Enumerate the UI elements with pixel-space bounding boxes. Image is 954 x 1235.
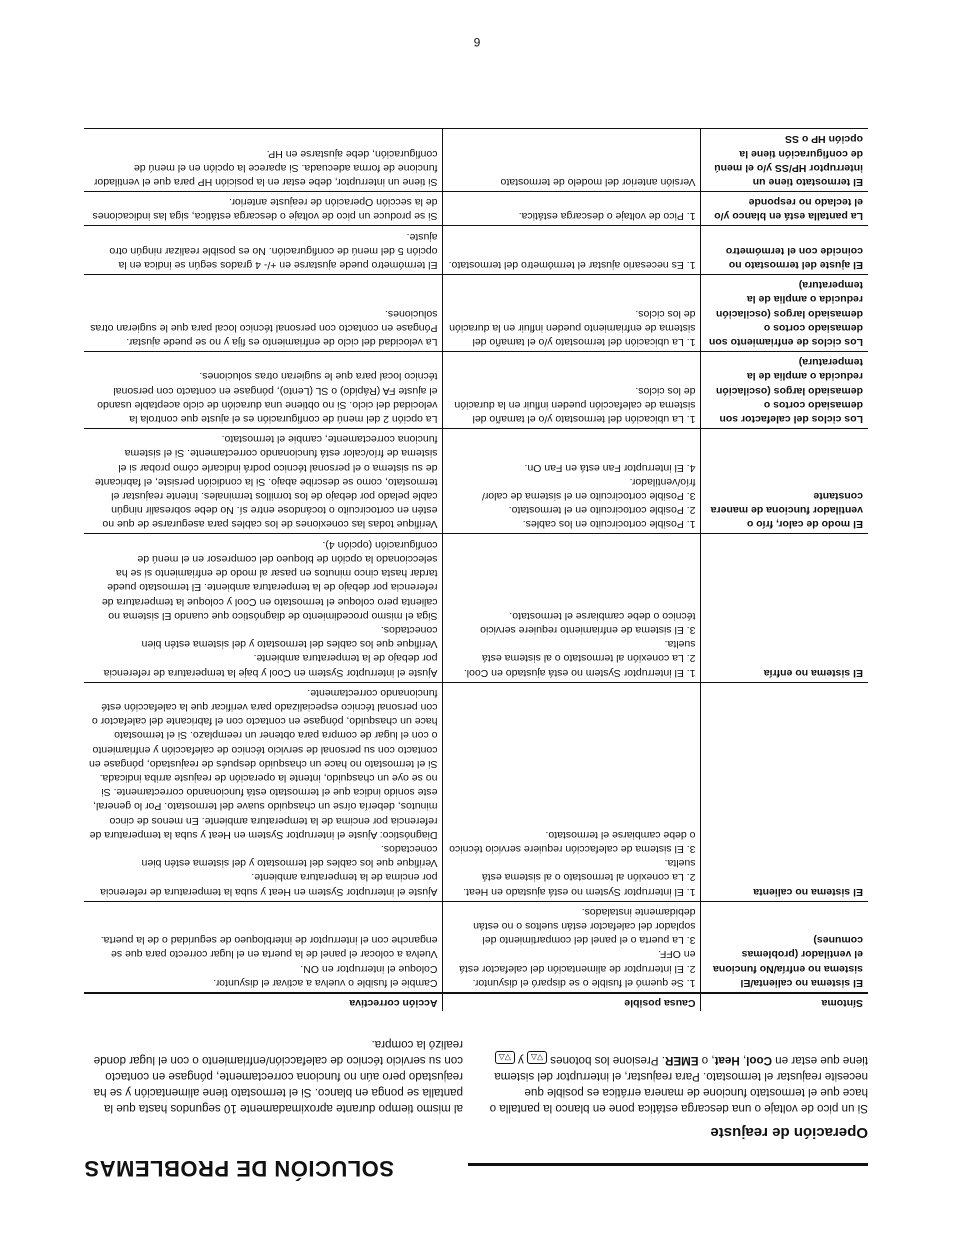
table-row	[84, 534, 868, 682]
action-cell	[84, 682, 443, 901]
table-row	[84, 192, 868, 226]
intro-text-b: ,	[739, 1054, 747, 1067]
cause-item: 1. La ubicación del termostato y/o el tamaño del sistema de enfriamiento pueden influir en la duración de los ciclos.	[449, 307, 696, 349]
action-text: Ajuste el interruptor System en Cool y baje la temperatura de referencia por debajo de la temperatura ambiente. Verifique que los cables del termostato y del sistema estén bien conectados. Siga el mismo procedimiento de diagnóstico que cuando El sistema no calienta pero coloque el termostato en Cool y coloque la temperatura de referencia por debajo de la temperatura ambiente. El termostato puede tardar hasta cinco minutos en pasar al modo de enfriamiento si se ha seleccionado la opción de bloqueo del compresor en el menú de configuración (opción 4).	[101, 538, 438, 679]
cause-cell	[443, 192, 701, 226]
action-cell	[84, 129, 443, 192]
cause-cell	[443, 129, 701, 192]
cause-item: 1. Pico de voltaje o descarga estática.	[518, 210, 696, 223]
table-row	[84, 429, 868, 534]
symptom-cell: Los ciclos de enfriamiento son demasiado cortos o demasiado largos (oscilación reducida o amplia de la temperatura)	[701, 275, 868, 352]
action-cell	[84, 534, 443, 682]
action-text: Ajuste el interruptor System en Heat y suba la temperatura de referencia por encima de la temperatura ambiente. Verifique que los cables del termostato y del sistema estén bien conectados. Diagnóstico: Ajuste el interruptor System en Heat y suba la temperatura de referencia por encima de la temperatura ambiente. En menos de cinco minutos, debería oírse un chasquido suave del termostato. Por lo general, este sonido indica que el termostato está funcionando correctamente. Si no se oye un chasquido, intente la operación de reajuste arriba indicada. Si el termostato no hace un chasquido después de reajustado, póngase en contacto con su personal de servicio técnico de calefacción y enfriamiento o con el lugar de compra para obtener un reemplazo. Si el termostato hace un chasquido, póngase en contacto con el fabricante del calefactor o con personal técnico especializado para verificar que la calefacción esté funcionando correctamente.	[89, 686, 438, 898]
table-row	[84, 901, 868, 993]
cause-item: 1. La ubicación del termostato y/o el tamaño del sistema de calefacción pueden influir en la duración de los ciclos.	[454, 384, 696, 426]
section-subtitle: Operación de reajuste	[710, 1124, 868, 1141]
table-row	[84, 682, 868, 901]
cause-item: 1. Es necesario ajustar el termómetro del termostato.	[448, 259, 696, 272]
table-header-row	[84, 993, 868, 1011]
action-text: Si tiene un interruptor, debe estar en la posición HP para que el ventilador funcione de forma adecuada. Si aparece la opción en el menú de configuración, debe ajustarse en HP.	[93, 147, 438, 189]
cause-item: 2. La conexión al termostato o al sistema está suelta.	[481, 638, 696, 665]
action-cell	[84, 275, 443, 352]
cause-cell	[443, 275, 701, 352]
cause-item: 2. Posible cortocircuito en el termostato.	[508, 504, 696, 517]
header-action: Acción correctiva	[84, 993, 443, 1011]
cause-item: 3. La puerta o el panel del compartimiento del soplador del calefactor están sueltos o no están debidamente instalados.	[473, 905, 696, 947]
down-up-button-icon: ▽△	[527, 1051, 547, 1064]
cause-item: Versión anterior del modelo de termostato	[500, 176, 696, 189]
cause-item: 3. El sistema de enfriamiento requiere servicio técnico o debe cambiarse el termostato.	[480, 609, 696, 636]
table-row	[84, 129, 868, 192]
cause-cell	[443, 901, 701, 993]
cause-cell	[443, 352, 701, 429]
header-cause: Causa posible	[443, 993, 701, 1011]
cause-item: 1. El interruptor System no está ajustado en Cool.	[463, 666, 696, 679]
title-block	[84, 1151, 868, 1181]
cause-item: 1. Se quemó el fusible o se disparó el disyuntor.	[472, 976, 696, 989]
cause-cell	[443, 226, 701, 275]
symptom-cell: El sistema no calienta/El sistema no enfría/No funciona el ventilador (problemas comunes)	[701, 901, 868, 993]
intro-text-e: y	[514, 1054, 528, 1067]
heat-label: Heat	[714, 1054, 740, 1067]
reset-paragraph	[84, 1036, 868, 1116]
action-text: Cambie el fusible o vuelva a activar el disyuntor. Coloque el interruptor en ON. Vuelva a colocar el panel de la puerta en el lugar correcto para que se enganche con el interruptor de interbloqueo de seguridad o de la puerta.	[100, 934, 438, 989]
intro-text-d: . Presione los botones	[547, 1054, 665, 1067]
page-number: 6	[473, 35, 481, 49]
emer-label: EMER	[664, 1054, 699, 1067]
cause-item: 3. El sistema de calefacción requiere servicio técnico o debe cambiarse el termostato.	[449, 828, 696, 855]
cool-label: Cool	[746, 1054, 772, 1067]
title-rule	[468, 1163, 868, 1166]
reset-instructions	[84, 1036, 868, 1116]
action-cell	[84, 429, 443, 534]
cause-item: 1. Posible cortocircuito en los cables.	[522, 518, 696, 531]
action-cell	[84, 352, 443, 429]
cause-cell	[443, 682, 701, 901]
action-text: La velocidad del ciclo de enfriamiento es fija y no se puede ajustar. Póngase en contacto con personal técnico local para que le sugieran otras soluciones.	[90, 307, 438, 349]
down-up-button-icon: ▽△	[495, 1051, 515, 1064]
cause-item: 2. El interruptor de alimentación del calefactor está en OFF.	[459, 948, 696, 975]
symptom-cell: El sistema no calienta	[701, 682, 868, 901]
cause-item: 1. El interruptor System no está ajustado en Heat.	[463, 885, 696, 898]
action-cell	[84, 901, 443, 993]
action-text: Verifique todas las conexiones de los cables para asegurarse de que no estén en cortocircuito o tocándose entre sí. No debe sobresalir ningún cable pelado por debajo de los tornillos terminales. Intente reajustar el termostato, como se describe abajo. Si la condición persiste, el fabricante de su sistema o el personal técnico podrá indicarle cómo probar si el sistema de frío/calor está funcionando correctamente. Si el sistema funciona correctamente, cambie el termostato.	[94, 433, 438, 531]
action-cell	[84, 192, 443, 226]
intro-text-c: , o	[698, 1054, 715, 1067]
symptom-cell: El ajuste del termostato no coincide con el termómetro	[701, 226, 868, 275]
cause-cell	[443, 429, 701, 534]
symptom-cell: El modo de calor, frío o ventilador funciona de manera constante	[701, 429, 868, 534]
symptom-cell: La pantalla está en blanco y/o el teclado no responde	[701, 192, 868, 226]
table-row	[84, 275, 868, 352]
header-symptom: Síntoma	[701, 993, 868, 1011]
symptom-cell: Los ciclos del calefactor son demasiado cortos o demasiado largos (oscilación reducida o amplia de la temperatura)	[701, 352, 868, 429]
action-cell	[84, 226, 443, 275]
symptom-cell: El termostato tiene un interruptor HP/SS y/o el menú de configuración tiene la opción HP o SS	[701, 129, 868, 192]
action-text: La opción 2 del menú de configuración es el ajuste que controla la velocidad del ciclo. Si no obtiene una duración de ciclo aceptable usando el ajuste FA (Rápido) o SL (Lento), póngase en contacto con personal técnico local para que le sugieran otras soluciones.	[97, 370, 438, 426]
cause-cell	[443, 534, 701, 682]
table-row	[84, 226, 868, 275]
action-text: Si se produce un pico de voltaje o descarga estática, siga las indicaciones de la sección Operación de reajuste anterior.	[92, 196, 438, 223]
action-text: El termómetro puede ajustarse en +/- 4 grados según se indica en la opción 5 del menú de configuración. No es posible realizar ningún otro ajuste.	[109, 230, 438, 272]
intro-text-a: Si un pico de voltaje o una descarga estática pone en blanco la pantalla o hace que el termostato funcione de manera errática es posible que necesite reajustar el termostato. Para reajustar, el interruptor del sistema tiene que estar en	[489, 1054, 868, 1115]
cause-item: 2. La conexión al termostato o al sistema está suelta.	[481, 857, 696, 884]
troubleshooting-table	[84, 128, 868, 1011]
intro-text-f: al mismo tiempo durante aproximadamente 10 segundos hasta que la pantalla se ponga en blanco. Si el termostato tiene alimentación y se ha reajustado pero aún no funciona correctamente, póngase en contacto con su servicio técnico de calefacción/enfriamiento o con el lugar donde realizó la compra.	[93, 1038, 463, 1115]
page-title: SOLUCIÓN DE PROBLEMAS	[84, 1156, 394, 1181]
cause-item: 3. Posible cortocircuito en el sistema de calor/ frío/ventilador.	[481, 475, 696, 503]
table-row	[84, 352, 868, 429]
symptom-cell: El sistema no enfría	[701, 534, 868, 682]
table-body	[84, 129, 868, 993]
cause-item: 4. El interruptor Fan está en Fan On.	[524, 461, 696, 474]
